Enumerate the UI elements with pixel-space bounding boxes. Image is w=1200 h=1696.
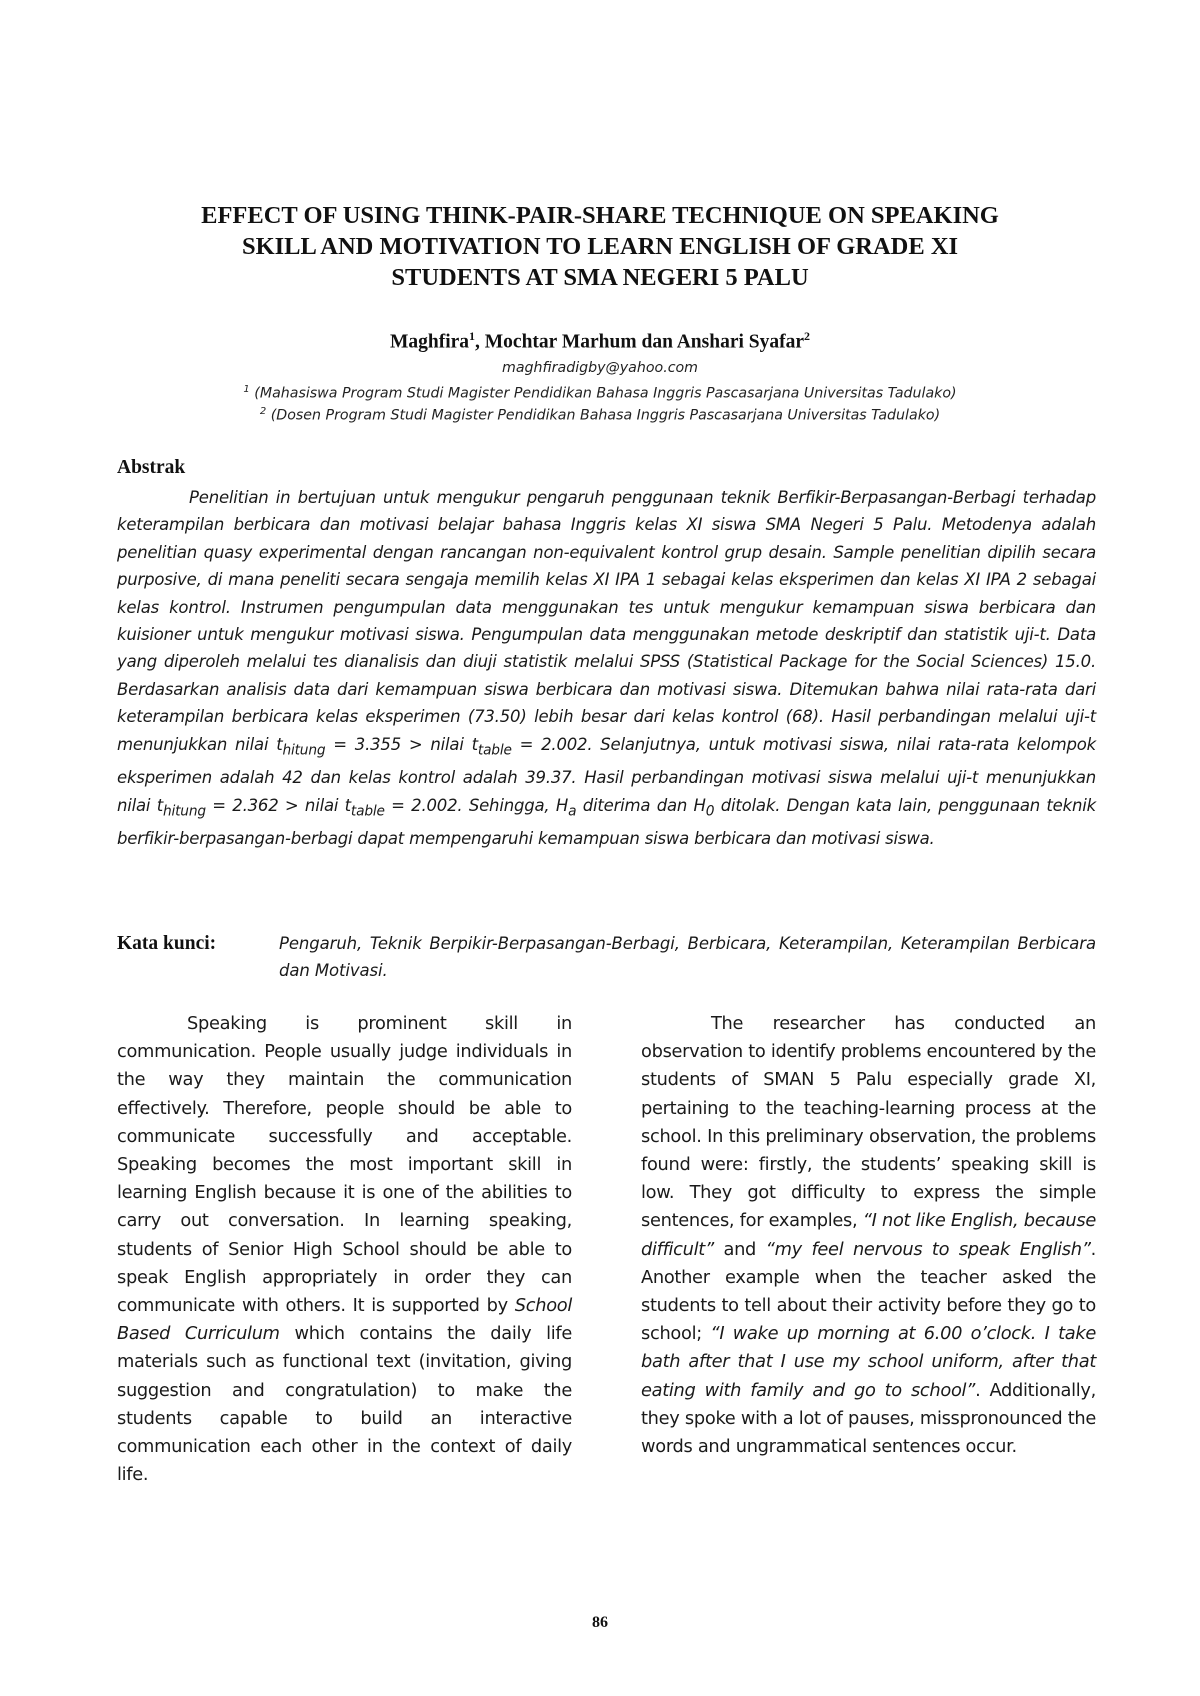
title-line-1: EFFECT OF USING THINK-PAIR-SHARE TECHNIQUE ON SPEAKING [201, 202, 999, 229]
abstract-sub-hitung: hitung [282, 741, 326, 758]
abstract-sub-0: 0 [705, 803, 715, 820]
title-line-3: STUDENTS AT SMA NEGERI 5 PALU [391, 264, 809, 291]
abstract-heading: Abstrak [117, 457, 186, 478]
author-1: Maghfira [389, 331, 470, 353]
abstract-text-2: = 3.355 > nilai t [325, 734, 478, 754]
author-email: maghfiradigby@yahoo.com [502, 360, 698, 376]
abstract-body [117, 484, 1096, 853]
keywords-colon: : [209, 933, 217, 954]
affiliation-1-mark: 1 [243, 384, 250, 395]
keywords-text: Pengaruh, Teknik Berpikir-Berpasangan-Berbagi, Berbicara, Keterampilan, Keterampilan Berbicara dan Motivasi. [279, 934, 1096, 981]
body-right-text-2: and [713, 1238, 766, 1260]
author-list [110, 324, 1090, 355]
abstract-text-1: Penelitian in bertujuan untuk mengukur pengaruh penggunaan teknik Berfikir-Berpasangan-Berbagi terhadap keterampilan berbicara dan motivasi belajar bahasa Inggris kelas XI siswa SMA Negeri 5 Palu. Metodenya adalah penelitian quasy experimental dengan rancangan non-equivalent kontrol grup desain. Sample penelitian dipilih secara purposive, di mana peneliti secara sengaja memilih kelas XI IPA 1 sebagai kelas eksperimen dan kelas XI IPA 2 sebagai kelas kontrol. Instrumen pengumpulan data menggunakan tes untuk mengukur kemampuan siswa berbicara dan kuisioner untuk mengukur motivasi siswa. Pengumpulan data menggunakan metode deskriptif dan statistik uji-t. Data yang diperoleh melalui tes dianalisis dan diuji statistik melalui SPSS (Statistical Package for the Social Sciences) 15.0. Berdasarkan analisis data dari kemampuan siswa berbicara dan motivasi siswa. Ditemukan bahwa nilai rata-rata dari keterampilan berbicara kelas eksperimen (73.50) lebih besar dari kelas kontrol (68). Hasil perbandingan melalui uji-t menunjukkan nilai t [117, 488, 1096, 754]
abstract-text-5: = 2.002. Sehingga, H [384, 795, 569, 815]
abstract-sub-a: a [568, 803, 577, 820]
paper-title [110, 200, 1090, 293]
body-right-text-3: . Another example when the teacher asked the students to tell about their activity before they go to school; [641, 1238, 1096, 1345]
affiliation-2-text: (Dosen Program Studi Magister Pendidikan Bahasa Inggris Pascasarjana Universitas Tadulako) [266, 407, 941, 424]
body-column-right [641, 1010, 1096, 1461]
affiliation-2 [110, 402, 1090, 426]
body-left-emphasis: School Based Curriculum [117, 1295, 572, 1345]
affiliation-1-text: (Mahasiswa Program Studi Magister Pendidikan Bahasa Inggris Pascasarjana Universitas Tadulako) [249, 385, 957, 402]
body-column-left [117, 1010, 572, 1489]
body-right-text-1: The researcher has conducted an observation to identify problems encountered by the students of SMAN 5 Palu especially grade XI, pertaining to the teaching-learning process at the school. In this preliminary observation, the problems found were: firstly, the students’ speaking skill is low. They got difficulty to express the simple sentences, for examples, [641, 1013, 1096, 1232]
abstract-text-3: = 2.002. Selanjutnya, untuk motivasi siswa, nilai rata-rata kelompok eksperimen adalah 42 dan kelas kontrol adalah 39.37. Hasil perbandingan motivasi siswa melalui uji-t menunjukkan nilai t [117, 734, 1096, 815]
abstract-sub-table-2: table [350, 803, 385, 820]
page-number: 86 [592, 1614, 608, 1631]
abstract-text-7: ditolak. Dengan kata lain, penggunaan teknik berfikir-berpasangan-berbagi dapat mempengaruhi kemampuan siswa berbicara dan motivasi siswa. [117, 795, 1096, 849]
author-1-affiliation-mark: 1 [469, 329, 476, 343]
body-right-quote-3: “I wake up morning at 6.00 o’clock. I take bath after that I use my school uniform, after that eating with family and go to school” [641, 1323, 1096, 1401]
author-2-3: Mochtar Marhum dan Anshari Syafar [484, 331, 805, 353]
keywords-label-text: Kata kunci [117, 933, 210, 954]
title-line-2: SKILL AND MOTIVATION TO LEARN ENGLISH OF GRADE XI [241, 233, 959, 260]
abstract-sub-table: table [477, 741, 512, 758]
abstract-text-6: diterima dan H [576, 795, 706, 815]
body-left-text-2: which contains the daily life materials such as functional text (invitation, giving suggestion and congratulation) to make the students capable to build an interactive communication each other in the context of daily life. [117, 1323, 572, 1486]
body-right-quote-2: “my feel nervous to speak English” [765, 1238, 1091, 1260]
keywords [117, 930, 1096, 985]
abstract-sub-hitung-2: hitung [162, 803, 206, 820]
abstract-text-4: = 2.362 > nilai t [205, 795, 351, 815]
affiliation-1 [110, 380, 1090, 404]
keywords-label [117, 930, 216, 957]
body-right-quote-1: “I not like English, because difficult” [641, 1210, 1096, 1260]
affiliation-2-mark: 2 [259, 406, 267, 417]
author-separator: , [475, 331, 485, 353]
body-left-text-1: Speaking is prominent skill in communication. People usually judge individuals in the way they maintain the communication effectively. Therefore, people should be able to communicate successfully and acceptable. Speaking becomes the most important skill in learning English because it is one of the abilities to carry out conversation. In learning speaking, students of Senior High School should be able to speak English appropriately in order they can communicate with others. It is supported by [117, 1013, 572, 1317]
author-3-affiliation-mark: 2 [804, 329, 811, 343]
body-right-text-4: . Additionally, they spoke with a lot of pauses, misspronounced the words and ungrammatical sentences occur. [641, 1379, 1096, 1458]
